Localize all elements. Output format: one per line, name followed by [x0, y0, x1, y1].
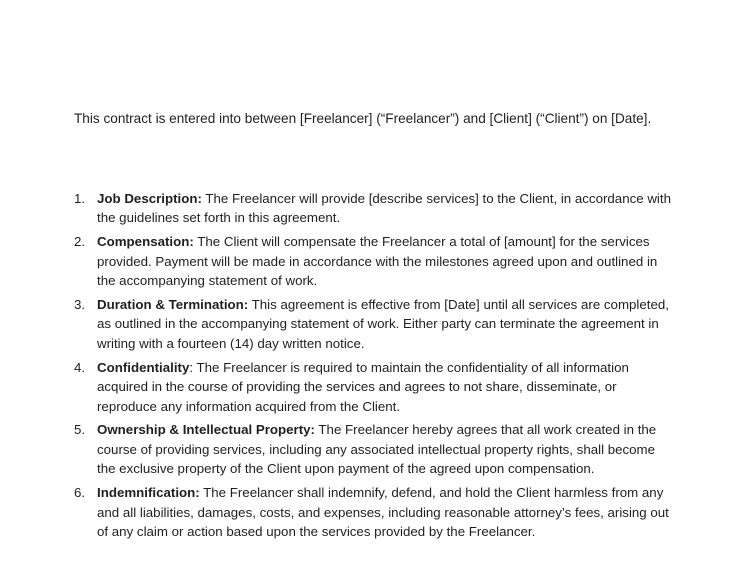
clause-list	[74, 189, 674, 546]
clause-title: Duration & Termination:	[97, 297, 249, 313]
clause-title: Compensation:	[97, 234, 194, 250]
clause-title: Confidentiality	[97, 359, 190, 375]
contract-intro: This contract is entered into between [Freelancer] (“Freelancer”) and [Client] (“Client”) on [Date].	[74, 111, 652, 126]
clause-number: 5.	[74, 422, 86, 438]
clause-text: The Freelancer will provide [describe services] to the Client, in accordance with the guidelines set forth in this agreement.	[97, 191, 671, 226]
clause-indemnification	[74, 483, 674, 541]
clause-text: The Freelancer hereby agrees that all work created in the course of providing services, including any associated intellectual property rights, shall become the exclusive property of the Client upon payment of the agreed upon compensation.	[97, 422, 657, 477]
clause-title: Job Description:	[97, 191, 202, 206]
clause-compensation	[74, 232, 674, 290]
clause-number: 3.	[74, 297, 86, 313]
clause-text: This agreement is effective from [Date] until all services are completed, as outlined in the accompanying statement of work. Either party can terminate the agreement in writing with a fourteen (14) day written notice.	[97, 297, 669, 351]
clause-number: 2.	[74, 234, 86, 250]
clause-text: : The Freelancer is required to maintain the confidentiality of all information acquired in the course of providing the services and agrees to not share, disseminate, or reproduce any information acquired from the Client.	[97, 359, 629, 414]
clause-number: 6.	[74, 485, 86, 501]
clause-title: Ownership & Intellectual Property:	[97, 422, 315, 438]
clause-title: Indemnification:	[97, 485, 200, 501]
clause-text: The Freelancer shall indemnify, defend, and hold the Client harmless from any and all liabilities, damages, costs, and expenses, including reasonable attorney’s fees, arising out of any claim or action based upon the services provided by the Freelancer.	[97, 485, 669, 539]
clause-ownership-ip	[74, 420, 674, 478]
clause-number: 1.	[74, 191, 86, 206]
clause-job-description	[74, 189, 674, 228]
clause-text: The Client will compensate the Freelancer a total of [amount] for the services provided. Payment will be made in accordance with the milestones agreed upon and outlined in the accompanying statement of work.	[97, 234, 658, 289]
clause-confidentiality	[74, 358, 674, 416]
clause-number: 4.	[74, 359, 86, 375]
clause-duration-termination	[74, 295, 674, 353]
